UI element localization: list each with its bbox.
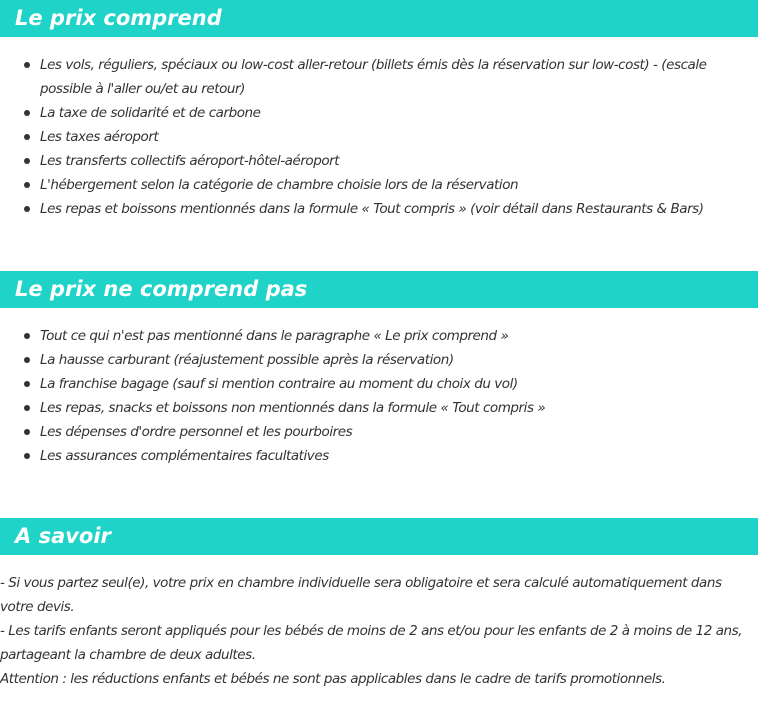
list-item: La franchise bagage (sauf si mention contraire au moment du choix du vol) — [0, 372, 758, 396]
bullet-icon — [24, 158, 30, 164]
bullet-icon — [24, 453, 30, 459]
list-item: Les dépenses d'ordre personnel et les pourboires — [0, 420, 758, 444]
list-item: Les vols, réguliers, spéciaux ou low-cost aller-retour (billets émis dès la réservation sur low-cost) - (escale possible à l'aller ou/et au retour) — [0, 53, 758, 101]
list-item: Tout ce qui n'est pas mentionné dans le paragraphe « Le prix comprend » — [0, 324, 758, 348]
paragraph: - Les tarifs enfants seront appliqués pour les bébés de moins de 2 ans et/ou pour les enfants de 2 à moins de 12 ans, partageant la chambre de deux adultes. — [0, 623, 743, 663]
bullet-icon — [24, 134, 30, 140]
bullet-icon — [24, 357, 30, 363]
included-list — [0, 53, 758, 221]
a-savoir-text — [0, 571, 758, 691]
list-item: La taxe de solidarité et de carbone — [0, 101, 758, 125]
section-title-a-savoir: A savoir — [0, 518, 758, 555]
bullet-icon — [24, 182, 30, 188]
excluded-list — [0, 324, 758, 468]
paragraph: Attention : les réductions enfants et bébés ne sont pas applicables dans le cadre de tarifs promotionnels. — [0, 671, 666, 687]
bullet-icon — [24, 110, 30, 116]
bullet-icon — [24, 405, 30, 411]
list-item: Les repas et boissons mentionnés dans la formule « Tout compris » (voir détail dans Restaurants & Bars) — [0, 197, 758, 221]
list-item: Les transferts collectifs aéroport-hôtel-aéroport — [0, 149, 758, 173]
bullet-icon — [24, 381, 30, 387]
paragraph: - Si vous partez seul(e), votre prix en chambre individuelle sera obligatoire et sera calculé automatiquement dans votre devis. — [0, 575, 722, 615]
list-item: Les repas, snacks et boissons non mentionnés dans la formule « Tout compris » — [0, 396, 758, 420]
list-item: Les assurances complémentaires facultatives — [0, 444, 758, 468]
bullet-icon — [24, 206, 30, 212]
list-item: Les taxes aéroport — [0, 125, 758, 149]
bullet-icon — [24, 62, 30, 68]
section-title-prix-ne-comprend-pas: Le prix ne comprend pas — [0, 271, 758, 308]
list-item: La hausse carburant (réajustement possible après la réservation) — [0, 348, 758, 372]
list-item: L'hébergement selon la catégorie de chambre choisie lors de la réservation — [0, 173, 758, 197]
bullet-icon — [24, 333, 30, 339]
section-title-prix-comprend: Le prix comprend — [0, 0, 758, 37]
bullet-icon — [24, 429, 30, 435]
